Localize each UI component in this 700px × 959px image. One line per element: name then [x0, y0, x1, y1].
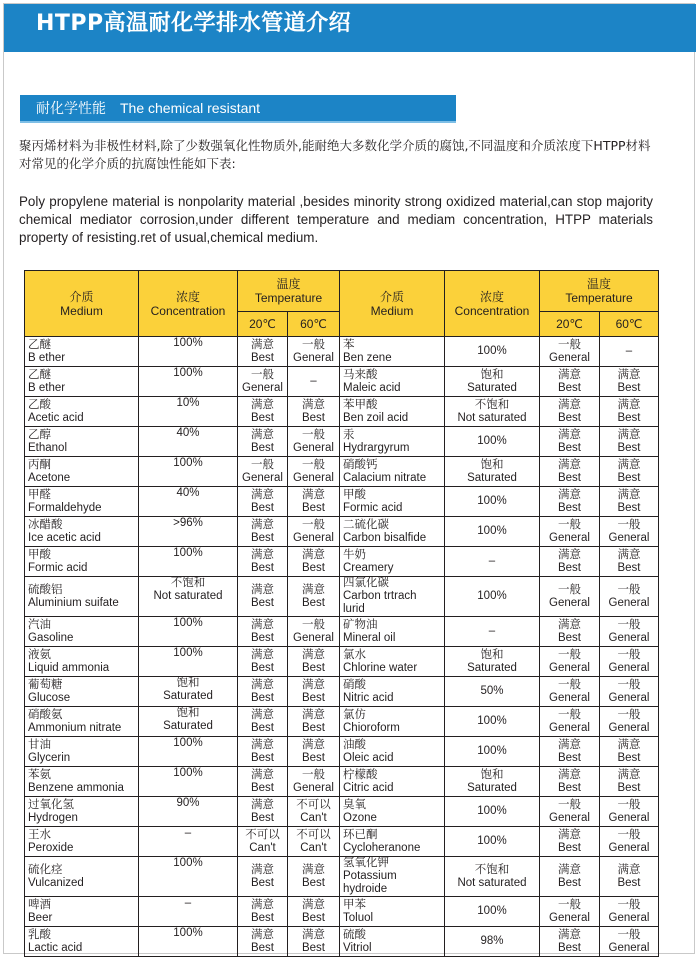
concentration-cell: 饱和 Saturated: [445, 457, 540, 487]
medium-cell: 氢氧化钾 Potassium hydroide: [340, 857, 445, 897]
concentration-cell: 饱和 Saturated: [445, 767, 540, 797]
concentration-cell: 饱和 Saturated: [445, 367, 540, 397]
medium-cell: 甲苯 Toluol: [340, 897, 445, 927]
result-20c-cell: 满意 Best: [238, 647, 288, 677]
medium-cell: 硫化痉 Vulcanized: [25, 857, 139, 897]
table-row: [25, 827, 659, 857]
result-60c-cell: 满意 Best: [288, 737, 340, 767]
result-20c-cell: 满意 Best: [540, 737, 600, 767]
result-60c-cell: 一般 General: [600, 517, 659, 547]
concentration-cell: 100%: [139, 767, 238, 797]
result-60c-cell: 一般 General: [288, 767, 340, 797]
result-60c-cell: 满意 Best: [288, 927, 340, 957]
medium-cell: 葡萄糖 Glucose: [25, 677, 139, 707]
concentration-cell: 100%: [139, 367, 238, 397]
header-20c: 20℃: [238, 312, 288, 337]
medium-cell: 苯 Ben zene: [340, 337, 445, 367]
medium-cell: 液氨 Liquid ammonia: [25, 647, 139, 677]
result-20c-cell: 满意 Best: [540, 457, 600, 487]
medium-cell: 乙酸 Acetic acid: [25, 397, 139, 427]
concentration-cell: 饱和 Saturated: [445, 647, 540, 677]
table-row: [25, 517, 659, 547]
medium-cell: 硫酸 Vitriol: [340, 927, 445, 957]
section-underline: [20, 121, 456, 123]
result-60c-cell: –: [600, 337, 659, 367]
intro-paragraph-cn: 聚丙烯材料为非极性材料,除了少数强氧化性物质外,能耐绝大多数化学介质的腐蚀,不同温度和介质浓度下HTPP材料对常见的化学介质的抗腐蚀性能如下表:: [19, 138, 651, 171]
header-temperature: 温度 Temperature: [540, 271, 659, 312]
result-60c-cell: 满意 Best: [600, 457, 659, 487]
table-row: [25, 397, 659, 427]
medium-cell: 氯水 Chlorine water: [340, 647, 445, 677]
medium-cell: 甲醛 Formaldehyde: [25, 487, 139, 517]
concentration-cell: –: [445, 617, 540, 647]
result-60c-cell: 满意 Best: [600, 427, 659, 457]
result-20c-cell: 满意 Best: [238, 487, 288, 517]
medium-cell: 冰醋酸 Ice acetic acid: [25, 517, 139, 547]
result-20c-cell: 满意 Best: [540, 617, 600, 647]
table-row: [25, 577, 659, 617]
medium-cell: 臭氧 Ozone: [340, 797, 445, 827]
concentration-cell: 饱和 Saturated: [139, 707, 238, 737]
concentration-cell: 100%: [445, 797, 540, 827]
medium-cell: 马来酸 Maleic acid: [340, 367, 445, 397]
result-20c-cell: 满意 Best: [238, 797, 288, 827]
table-row: [25, 487, 659, 517]
concentration-cell: 100%: [139, 457, 238, 487]
result-60c-cell: 满意 Best: [288, 547, 340, 577]
result-20c-cell: 一般 General: [540, 677, 600, 707]
result-20c-cell: 满意 Best: [540, 927, 600, 957]
medium-cell: 氯仿 Chioroform: [340, 707, 445, 737]
result-60c-cell: 满意 Best: [600, 857, 659, 897]
section-title-cn: 耐化学性能: [36, 101, 106, 117]
table-row: [25, 857, 659, 897]
result-20c-cell: 满意 Best: [540, 397, 600, 427]
table-row: [25, 767, 659, 797]
result-60c-cell: 满意 Best: [600, 737, 659, 767]
table-row: [25, 897, 659, 927]
medium-cell: 甲酸 Formic acid: [340, 487, 445, 517]
medium-cell: 硝酸氨 Ammonium nitrate: [25, 707, 139, 737]
result-60c-cell: 满意 Best: [600, 397, 659, 427]
concentration-cell: 不饱和 Not saturated: [139, 577, 238, 617]
concentration-cell: –: [139, 827, 238, 857]
result-60c-cell: 满意 Best: [600, 547, 659, 577]
header-concentration: 浓度 Concentration: [445, 271, 540, 337]
result-20c-cell: 满意 Best: [238, 857, 288, 897]
table-row: [25, 647, 659, 677]
table-row: [25, 797, 659, 827]
result-20c-cell: 满意 Best: [540, 767, 600, 797]
result-20c-cell: 满意 Best: [238, 767, 288, 797]
result-60c-cell: 满意 Best: [600, 487, 659, 517]
result-60c-cell: 不可以 Can't: [288, 797, 340, 827]
section-title: [36, 98, 260, 119]
result-60c-cell: 一般 General: [600, 647, 659, 677]
result-20c-cell: 一般 General: [540, 647, 600, 677]
medium-cell: 汞 Hydrargyrum: [340, 427, 445, 457]
result-60c-cell: 满意 Best: [288, 857, 340, 897]
table-row: [25, 737, 659, 767]
result-20c-cell: 一般 General: [540, 707, 600, 737]
concentration-cell: 100%: [139, 547, 238, 577]
concentration-cell: 100%: [139, 737, 238, 767]
concentration-cell: 100%: [139, 857, 238, 897]
concentration-cell: 90%: [139, 797, 238, 827]
medium-cell: 矿物油 Mineral oil: [340, 617, 445, 647]
page-title: HTPP高温耐化学排水管道介绍: [36, 11, 352, 36]
result-60c-cell: 不可以 Can't: [288, 827, 340, 857]
medium-cell: 油酸 Oleic acid: [340, 737, 445, 767]
medium-cell: 乙醇 Ethanol: [25, 427, 139, 457]
medium-cell: 过氧化氢 Hydrogen: [25, 797, 139, 827]
table-row: [25, 677, 659, 707]
result-60c-cell: –: [288, 367, 340, 397]
result-60c-cell: 满意 Best: [288, 677, 340, 707]
concentration-cell: 不饱和 Not saturated: [445, 397, 540, 427]
result-60c-cell: 一般 General: [288, 617, 340, 647]
result-20c-cell: 满意 Best: [238, 707, 288, 737]
concentration-cell: 饱和 Saturated: [139, 677, 238, 707]
concentration-cell: 100%: [139, 337, 238, 367]
concentration-cell: 100%: [445, 487, 540, 517]
concentration-cell: 100%: [445, 707, 540, 737]
concentration-cell: –: [445, 547, 540, 577]
header-medium: 介质 Medium: [340, 271, 445, 337]
concentration-cell: 10%: [139, 397, 238, 427]
result-20c-cell: 一般 General: [540, 797, 600, 827]
result-20c-cell: 满意 Best: [540, 427, 600, 457]
medium-cell: 牛奶 Creamery: [340, 547, 445, 577]
result-20c-cell: 一般 General: [540, 517, 600, 547]
concentration-cell: 100%: [445, 827, 540, 857]
concentration-cell: 100%: [445, 897, 540, 927]
result-60c-cell: 满意 Best: [600, 367, 659, 397]
concentration-cell: 100%: [445, 577, 540, 617]
medium-cell: 啤酒 Beer: [25, 897, 139, 927]
result-20c-cell: 满意 Best: [238, 677, 288, 707]
result-20c-cell: 一般 General: [540, 577, 600, 617]
result-60c-cell: 一般 General: [600, 827, 659, 857]
result-60c-cell: 一般 General: [600, 617, 659, 647]
result-60c-cell: 满意 Best: [288, 647, 340, 677]
concentration-cell: 不饱和 Not saturated: [445, 857, 540, 897]
medium-cell: 乳酸 Lactic acid: [25, 927, 139, 957]
medium-cell: 丙酮 Acetone: [25, 457, 139, 487]
medium-cell: 硝酸 Nitric acid: [340, 677, 445, 707]
result-20c-cell: 满意 Best: [540, 487, 600, 517]
concentration-cell: 100%: [445, 427, 540, 457]
result-20c-cell: 满意 Best: [238, 897, 288, 927]
medium-cell: 乙醚 B ether: [25, 367, 139, 397]
result-60c-cell: 一般 General: [600, 797, 659, 827]
header-20c: 20℃: [540, 312, 600, 337]
concentration-cell: 98%: [445, 927, 540, 957]
result-20c-cell: 满意 Best: [540, 367, 600, 397]
concentration-cell: –: [139, 897, 238, 927]
header-60c: 60℃: [600, 312, 659, 337]
concentration-cell: 100%: [445, 737, 540, 767]
medium-cell: 甘油 Glycerin: [25, 737, 139, 767]
concentration-cell: 100%: [139, 647, 238, 677]
result-60c-cell: 满意 Best: [288, 897, 340, 927]
medium-cell: 二硫化碳 Carbon bisalfide: [340, 517, 445, 547]
result-20c-cell: 不可以 Can't: [238, 827, 288, 857]
result-20c-cell: 满意 Best: [238, 397, 288, 427]
medium-cell: 硫酸铝 Aluminium suifate: [25, 577, 139, 617]
result-20c-cell: 满意 Best: [540, 857, 600, 897]
table-row: [25, 617, 659, 647]
medium-cell: 环已酮 Cycloheranone: [340, 827, 445, 857]
table-row: [25, 927, 659, 957]
concentration-cell: 40%: [139, 427, 238, 457]
concentration-cell: 100%: [445, 337, 540, 367]
result-20c-cell: 满意 Best: [238, 547, 288, 577]
concentration-cell: 40%: [139, 487, 238, 517]
chemical-resistance-table: [24, 270, 659, 957]
result-60c-cell: 一般 General: [600, 677, 659, 707]
result-60c-cell: 一般 General: [600, 707, 659, 737]
result-20c-cell: 一般 General: [540, 897, 600, 927]
result-60c-cell: 一般 General: [600, 927, 659, 957]
header-60c: 60℃: [288, 312, 340, 337]
result-20c-cell: 满意 Best: [238, 737, 288, 767]
result-60c-cell: 一般 General: [288, 517, 340, 547]
result-20c-cell: 满意 Best: [238, 927, 288, 957]
concentration-cell: >96%: [139, 517, 238, 547]
result-60c-cell: 满意 Best: [288, 487, 340, 517]
concentration-cell: 100%: [139, 617, 238, 647]
result-20c-cell: 满意 Best: [238, 517, 288, 547]
medium-cell: 甲酸 Formic acid: [25, 547, 139, 577]
table-row: [25, 427, 659, 457]
table-row: [25, 707, 659, 737]
result-20c-cell: 一般 General: [238, 457, 288, 487]
intro-paragraph-en: Poly propylene material is nonpolarity material ,besides minority strong oxidized material,can stop majority chemical mediator corrosion,under different temperature and mediam concentration, HTPP materials property of resisting.ret of usual,chemical medium.: [19, 194, 653, 245]
medium-cell: 苯甲酸 Ben zoil acid: [340, 397, 445, 427]
result-60c-cell: 一般 General: [600, 897, 659, 927]
result-20c-cell: 满意 Best: [238, 617, 288, 647]
header-temperature: 温度 Temperature: [238, 271, 340, 312]
concentration-cell: 100%: [139, 927, 238, 957]
table-row: [25, 547, 659, 577]
result-60c-cell: 一般 General: [600, 577, 659, 617]
header-medium: 介质 Medium: [25, 271, 139, 337]
concentration-cell: 50%: [445, 677, 540, 707]
medium-cell: 乙醚 B ether: [25, 337, 139, 367]
result-20c-cell: 满意 Best: [540, 547, 600, 577]
medium-cell: 柠檬酸 Citric acid: [340, 767, 445, 797]
result-60c-cell: 一般 General: [288, 427, 340, 457]
result-20c-cell: 一般 General: [238, 367, 288, 397]
table-row: [25, 367, 659, 397]
result-60c-cell: 一般 General: [288, 457, 340, 487]
result-20c-cell: 满意 Best: [238, 337, 288, 367]
table-row: [25, 457, 659, 487]
medium-cell: 苯氨 Benzene ammonia: [25, 767, 139, 797]
result-60c-cell: 满意 Best: [288, 577, 340, 617]
section-title-en: The chemical resistant: [120, 100, 261, 116]
result-20c-cell: 满意 Best: [238, 577, 288, 617]
result-20c-cell: 一般 General: [540, 337, 600, 367]
result-60c-cell: 满意 Best: [288, 397, 340, 427]
medium-cell: 硝酸钙 Calacium nitrate: [340, 457, 445, 487]
medium-cell: 四氯化碳 Carbon trtrach lurid: [340, 577, 445, 617]
result-60c-cell: 满意 Best: [288, 707, 340, 737]
header-concentration: 浓度 Concentration: [139, 271, 238, 337]
medium-cell: 王水 Peroxide: [25, 827, 139, 857]
table-row: [25, 337, 659, 367]
result-60c-cell: 一般 General: [288, 337, 340, 367]
result-60c-cell: 满意 Best: [600, 767, 659, 797]
result-20c-cell: 满意 Best: [238, 427, 288, 457]
medium-cell: 汽油 Gasoline: [25, 617, 139, 647]
concentration-cell: 100%: [445, 517, 540, 547]
result-20c-cell: 满意 Best: [540, 827, 600, 857]
